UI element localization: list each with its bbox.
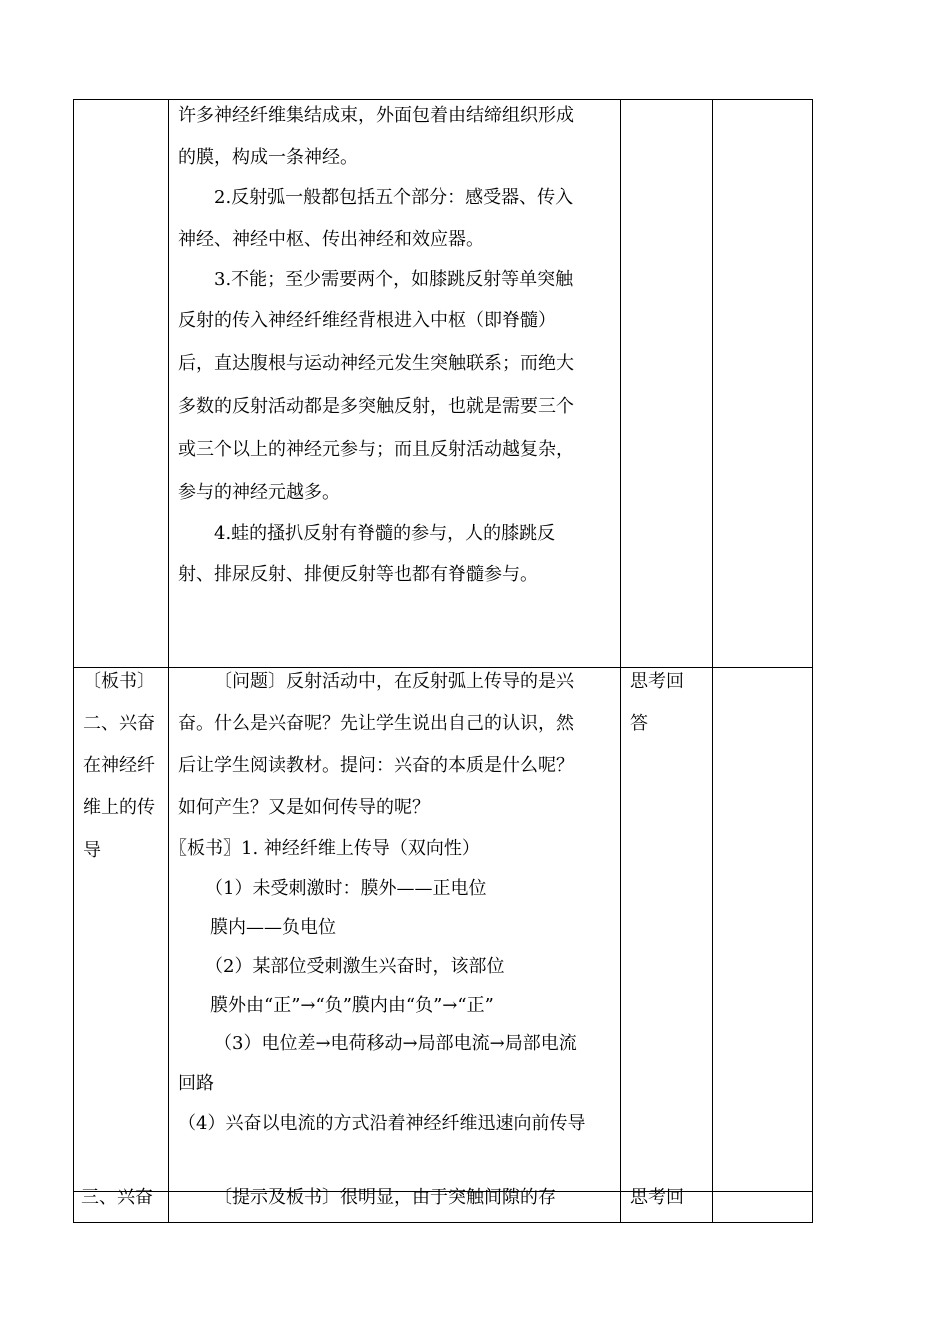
text-line: 膜内——负电位 bbox=[210, 917, 336, 938]
text-line: 思考回 bbox=[630, 671, 684, 692]
text-line: （2）某部位受刺激生兴奋时，该部位 bbox=[205, 956, 505, 977]
row1-col3 bbox=[621, 100, 713, 668]
text-line: 奋。什么是兴奋呢？先让学生说出自己的认识，然 bbox=[178, 713, 574, 734]
text-line: 参与的神经元越多。 bbox=[178, 482, 340, 503]
text-line: 〖板书〗1. 神经纤维上传导（双向性） bbox=[169, 838, 480, 859]
text-line: 回路 bbox=[178, 1073, 214, 1094]
row2-col4 bbox=[713, 668, 813, 1192]
text-line: 的膜，构成一条神经。 bbox=[178, 147, 358, 168]
text-line: 三、兴奋 bbox=[81, 1187, 153, 1208]
text-line: 2.反射弧一般都包括五个部分：感受器、传入 bbox=[214, 187, 574, 208]
row3-col3 bbox=[621, 1187, 713, 1223]
text-line: 如何产生？又是如何传导的呢？ bbox=[178, 797, 430, 818]
table-row bbox=[74, 668, 813, 1192]
row3-col2 bbox=[169, 1187, 621, 1223]
row3-col1 bbox=[74, 1187, 169, 1223]
text-line: 后，直达腹根与运动神经元发生突触联系；而绝大 bbox=[178, 353, 574, 374]
text-line: 反射的传入神经纤维经背根进入中枢（即脊髓） bbox=[178, 310, 556, 331]
text-line: 在神经纤 bbox=[83, 755, 155, 776]
row2-col1 bbox=[74, 668, 169, 1192]
text-line: 〔提示及板书〕很明显，由于突触间隙的存 bbox=[214, 1187, 556, 1208]
text-line: 多数的反射活动都是多突触反射，也就是需要三个 bbox=[178, 396, 574, 417]
text-line: 后让学生阅读教材。提问：兴奋的本质是什么呢？ bbox=[178, 755, 574, 776]
row1-col2 bbox=[169, 100, 621, 668]
text-line: 答 bbox=[630, 713, 648, 734]
text-line: 4.蛙的搔扒反射有脊髓的参与，人的膝跳反 bbox=[214, 523, 556, 544]
table-row bbox=[74, 100, 813, 668]
row2-col2 bbox=[169, 668, 621, 1192]
text-line: 神经、神经中枢、传出神经和效应器。 bbox=[178, 229, 484, 250]
text-line: 导 bbox=[83, 840, 101, 861]
text-line: 或三个以上的神经元参与；而且反射活动越复杂， bbox=[178, 439, 574, 460]
text-line: （3）电位差→电荷移动→局部电流→局部电流 bbox=[214, 1033, 577, 1054]
text-line: 〔板书〕 bbox=[83, 671, 155, 692]
row3-col4 bbox=[713, 1192, 813, 1223]
text-line: 射、排尿反射、排便反射等也都有脊髓参与。 bbox=[178, 564, 538, 585]
text-line: 膜外由“正”→“负”膜内由“负”→“正” bbox=[210, 995, 494, 1016]
table-row bbox=[74, 1192, 813, 1223]
row1-col1 bbox=[74, 100, 169, 668]
text-line: 〔问题〕反射活动中，在反射弧上传导的是兴 bbox=[214, 671, 574, 692]
text-line: 许多神经纤维集结成束，外面包着由结缔组织形成 bbox=[178, 105, 574, 126]
text-line: 二、兴奋 bbox=[83, 713, 155, 734]
text-line: （1）未受刺激时：膜外——正电位 bbox=[205, 878, 487, 899]
lesson-plan-table bbox=[73, 99, 813, 1223]
row2-col3 bbox=[621, 668, 713, 1192]
row1-col4 bbox=[713, 100, 813, 668]
text-line: 维上的传 bbox=[83, 797, 155, 818]
text-line: 思考回 bbox=[630, 1187, 684, 1208]
text-line: 3.不能；至少需要两个，如膝跳反射等单突触 bbox=[214, 269, 574, 290]
text-line: （4）兴奋以电流的方式沿着神经纤维迅速向前传导 bbox=[178, 1113, 586, 1134]
